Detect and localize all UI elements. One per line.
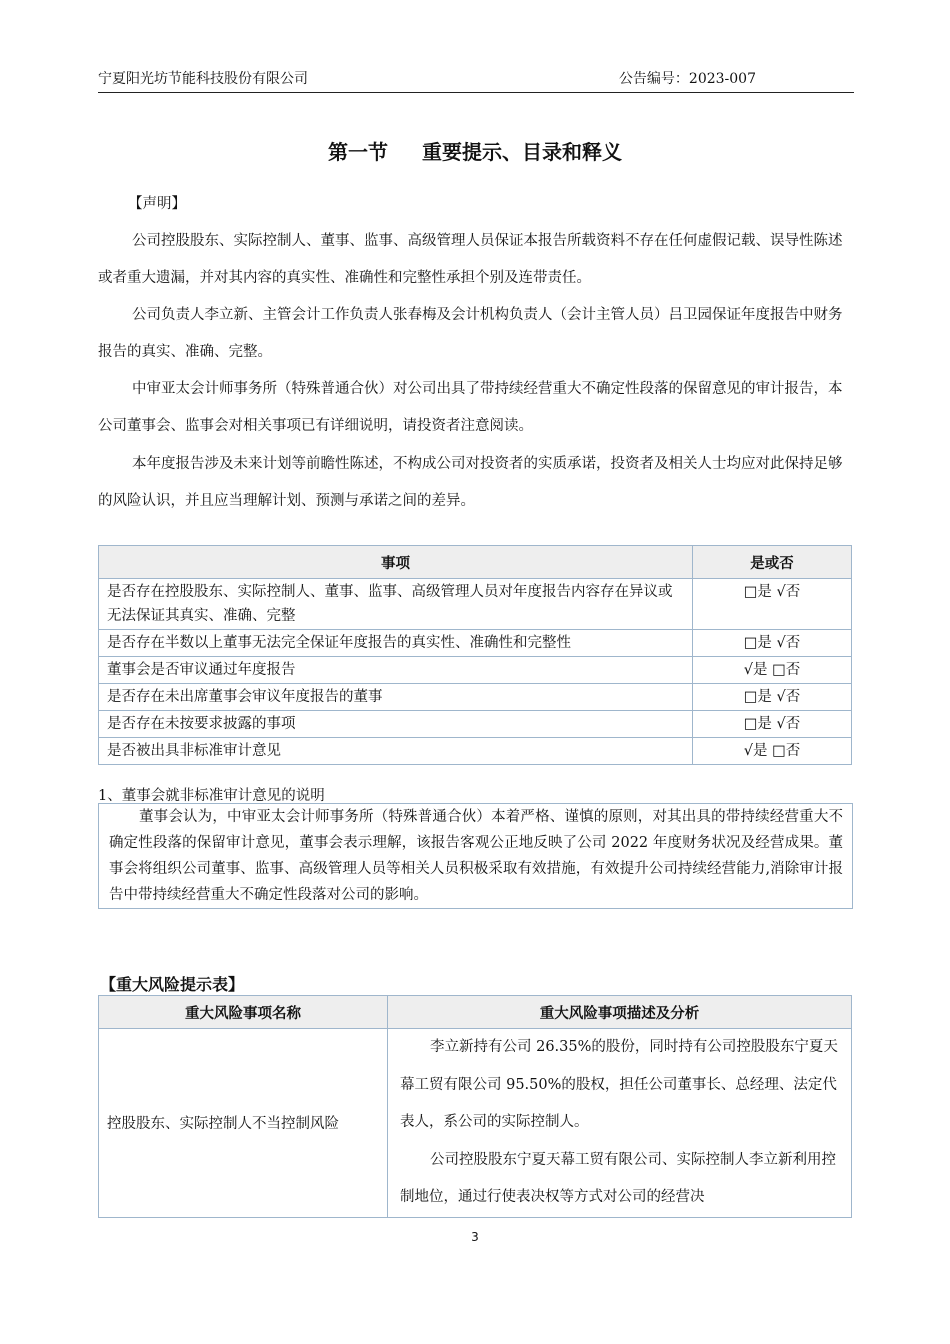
matter-item: 是否存在控股股东、实际控制人、董事、监事、高级管理人员对年度报告内容存在异议或无法保证其真实、准确、完整 bbox=[99, 579, 693, 630]
table-row bbox=[99, 1029, 852, 1218]
page-header bbox=[98, 66, 854, 93]
statement-paragraph: 公司负责人李立新、主管会计工作负责人张春梅及会计机构负责人（会计主管人员）吕卫园保证年度报告中财务报告的真实、准确、完整。 bbox=[98, 307, 843, 360]
audit-note-box: 董事会认为，中审亚太会计师事务所（特殊普通合伙）本着严格、谨慎的原则，对其出具的带持续经营重大不确定性段落的保留审计意见，董事会表示理解，该报告客观公正地反映了公司 2022 年度财务状况及经营成果。董事会将组织公司董事、监事、高级管理人员等相关人员积极采取有效措施，有效提升公司持续经营能力,消除审计报告中带持续经营重大不确定性段落对公司的影响。 bbox=[98, 803, 853, 909]
column-header-item: 事项 bbox=[99, 546, 693, 579]
statement-paragraph: 中审亚太会计师事务所（特殊普通合伙）对公司出具了带持续经营重大不确定性段落的保留意见的审计报告，本公司董事会、监事会对相关事项已有详细说明，请投资者注意阅读。 bbox=[98, 381, 843, 434]
matter-answer: □是 √否 bbox=[693, 684, 852, 711]
matter-answer: √是 □否 bbox=[693, 738, 852, 765]
risk-table bbox=[98, 995, 852, 1218]
matter-item: 是否存在未按要求披露的事项 bbox=[99, 711, 693, 738]
table-row bbox=[99, 657, 852, 684]
risk-table-title: 【重大风险提示表】 bbox=[100, 975, 245, 994]
section-heading: 重要提示、目录和释义 bbox=[422, 140, 622, 164]
page-number: 3 bbox=[471, 1230, 479, 1244]
matter-answer: □是 √否 bbox=[693, 711, 852, 738]
risk-name: 控股股东、实际控制人不当控制风险 bbox=[99, 1029, 388, 1218]
table-row bbox=[99, 630, 852, 657]
statement-paragraph: 本年度报告涉及未来计划等前瞻性陈述，不构成公司对投资者的实质承诺，投资者及相关人士均应对此保持足够的风险认识，并且应当理解计划、预测与承诺之间的差异。 bbox=[98, 456, 843, 509]
column-header-answer: 是或否 bbox=[693, 546, 852, 579]
table-row bbox=[99, 684, 852, 711]
matter-answer: √是 □否 bbox=[693, 657, 852, 684]
risk-description-paragraph: 李立新持有公司 26.35%的股份，同时持有公司控股股东宁夏天幕工贸有限公司 95.50%的股权，担任公司董事长、总经理、法定代表人，系公司的实际控制人。 bbox=[400, 1039, 838, 1130]
table-row bbox=[99, 711, 852, 738]
matters-table bbox=[98, 545, 852, 765]
section-number: 第一节 bbox=[328, 140, 388, 164]
table-row bbox=[99, 579, 852, 630]
matter-item: 是否存在未出席董事会审议年度报告的董事 bbox=[99, 684, 693, 711]
matter-answer: □是 √否 bbox=[693, 630, 852, 657]
column-header-risk-name: 重大风险事项名称 bbox=[99, 996, 388, 1029]
risk-description bbox=[388, 1029, 852, 1218]
section-title bbox=[0, 136, 950, 165]
matter-item: 是否存在半数以上董事无法完全保证年度报告的真实性、准确性和完整性 bbox=[99, 630, 693, 657]
column-header-risk-description: 重大风险事项描述及分析 bbox=[388, 996, 852, 1029]
matter-item: 是否被出具非标准审计意见 bbox=[99, 738, 693, 765]
risk-description-paragraph: 公司控股股东宁夏天幕工贸有限公司、实际控制人李立新利用控制地位，通过行使表决权等方式对公司的经营决 bbox=[400, 1151, 836, 1205]
company-name: 宁夏阳光坊节能科技股份有限公司 bbox=[98, 71, 308, 87]
matter-item: 董事会是否审议通过年度报告 bbox=[99, 657, 693, 684]
statement-label: 【声明】 bbox=[128, 196, 186, 212]
statement-paragraph: 公司控股股东、实际控制人、董事、监事、高级管理人员保证本报告所载资料不存在任何虚假记载、误导性陈述或者重大遗漏，并对其内容的真实性、准确性和完整性承担个别及连带责任。 bbox=[98, 233, 843, 286]
matter-answer: □是 √否 bbox=[693, 579, 852, 630]
table-header-row bbox=[99, 996, 852, 1029]
table-header-row bbox=[99, 546, 852, 579]
announcement-number: 公告编号：2023-007 bbox=[618, 71, 756, 87]
table-row bbox=[99, 738, 852, 765]
audit-note-title: 1、董事会就非标准审计意见的说明 bbox=[98, 788, 325, 804]
